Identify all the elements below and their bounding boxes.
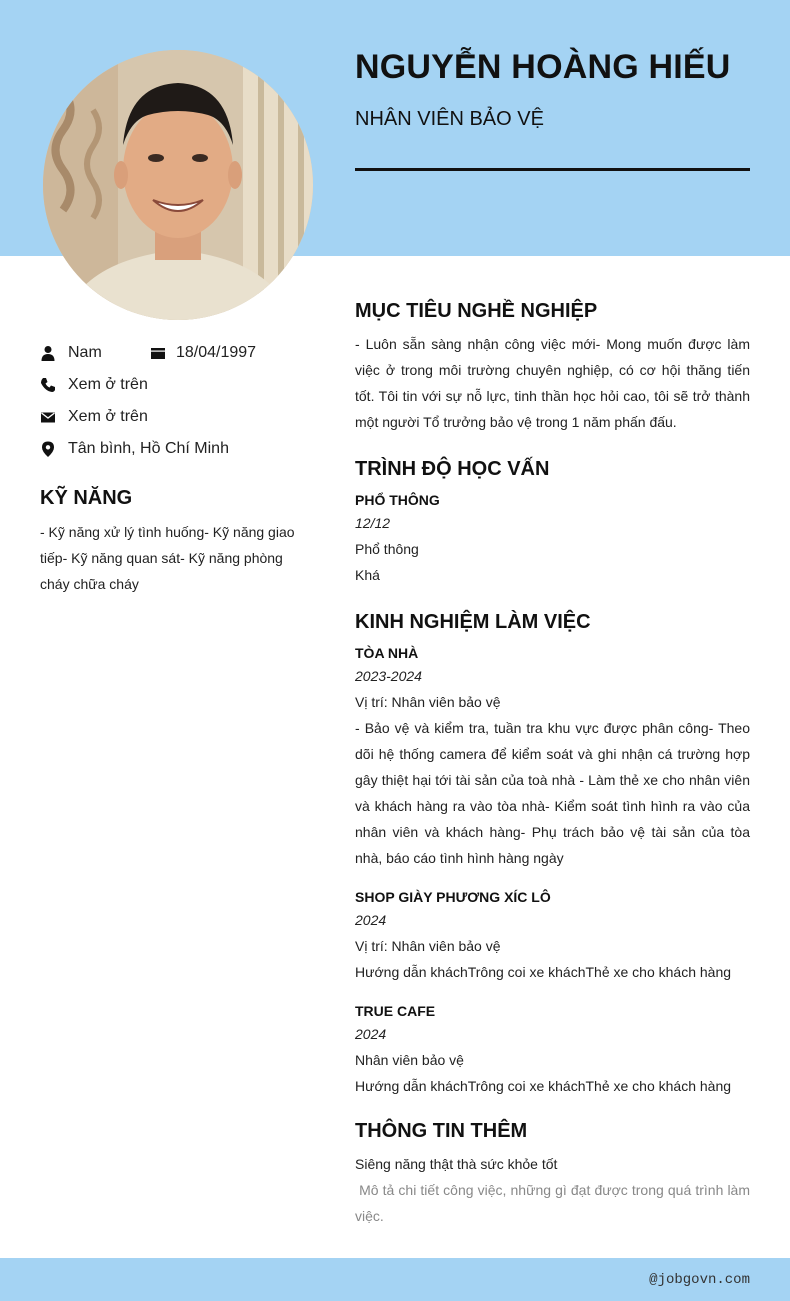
- job-entry: [355, 643, 750, 871]
- phone-row: [40, 374, 148, 396]
- education-grade: Khá: [355, 567, 380, 583]
- envelope-icon: [40, 409, 56, 425]
- calendar-icon: [150, 345, 166, 361]
- objective-heading: MỤC TIÊU NGHỀ NGHIỆP: [355, 300, 598, 322]
- job-position: Vị trí: Nhân viên bảo vệ: [355, 938, 501, 954]
- experience-heading: KINH NGHIỆM LÀM VIỆC: [355, 611, 591, 633]
- job-entry: [355, 887, 750, 985]
- education-section: [355, 458, 750, 588]
- dob-row: [150, 342, 256, 364]
- education-school: PHỔ THÔNG: [355, 492, 440, 508]
- job-description: - Bảo vệ và kiểm tra, tuần tra khu vực được phân công- Theo dõi hệ thống camera để kiểm soát và ghi nhận cá trường hợp gây thiệt hại tới tài sản của toà nhà - Làm thẻ xe cho nhân viên và khách hàng ra vào tòa nhà- Kiểm soát tình hình ra vào của nhân viên và khách hàng- Phụ trách bảo vệ tài sản của tòa nhà, báo cáo tình hình hàng ngày: [355, 720, 750, 866]
- education-heading: TRÌNH ĐỘ HỌC VẤN: [355, 458, 550, 480]
- person-icon: [40, 345, 56, 361]
- additional-section: [355, 1120, 754, 1229]
- job-company: TRUE CAFE: [355, 1003, 436, 1019]
- job-period: 2024: [355, 912, 387, 928]
- gender-row: [40, 342, 102, 364]
- job-company: SHOP GIÀY PHƯƠNG XÍC LÔ: [355, 889, 551, 905]
- avatar: [43, 50, 313, 320]
- address-row: [40, 438, 229, 460]
- job-period: 2023-2024: [355, 668, 422, 684]
- additional-placeholder: Mô tả chi tiết công việc, những gì đạt được trong quá trình làm việc.: [355, 1182, 754, 1224]
- experience-section: [355, 611, 750, 1099]
- phone-value: Xem ở trên: [68, 376, 148, 393]
- objective-text: - Luôn sẵn sàng nhận công việc mới- Mong muốn được làm việc ở trong môi trường chuyên nghiệp, có cơ hội thăng tiến tốt. Tôi tin với sự nỗ lực, tinh thần học hỏi cao, tôi sẽ trở thành một người Tổ trưởng bảo vệ trong 1 năm phấn đấu.: [355, 336, 750, 430]
- education-major: Phổ thông: [355, 541, 419, 557]
- job-description: Hướng dẫn kháchTrông coi xe kháchThẻ xe cho khách hàng: [355, 964, 732, 980]
- gender-value: Nam: [68, 344, 102, 361]
- email-value: Xem ở trên: [68, 408, 148, 425]
- job-company: TÒA NHÀ: [355, 645, 419, 661]
- job-title: NHÂN VIÊN BẢO VỆ: [355, 108, 544, 130]
- email-row: [40, 406, 148, 428]
- job-position: Vị trí: Nhân viên bảo vệ: [355, 694, 501, 710]
- skills-text: - Kỹ năng xử lý tình huống- Kỹ năng giao tiếp- Kỹ năng quan sát- Kỹ năng phòng cháy chữa cháy: [40, 524, 295, 592]
- education-period: 12/12: [355, 515, 391, 531]
- watermark: @jobgovn.com: [649, 1272, 750, 1288]
- additional-heading: THÔNG TIN THÊM: [355, 1120, 528, 1142]
- additional-text: Siêng năng thật thà sức khỏe tốt: [355, 1156, 558, 1172]
- objective-section: [355, 300, 750, 435]
- phone-icon: [40, 377, 56, 393]
- location-pin-icon: [40, 441, 56, 457]
- candidate-name: NGUYỄN HOÀNG HIẾU: [355, 48, 731, 86]
- skills-heading: KỸ NĂNG: [40, 487, 133, 509]
- header-divider: [355, 168, 750, 171]
- dob-value: 18/04/1997: [176, 344, 257, 361]
- address-value: Tân bình, Hồ Chí Minh: [68, 440, 229, 457]
- job-position: Nhân viên bảo vệ: [355, 1052, 464, 1068]
- job-entry: [355, 1001, 750, 1099]
- job-description: Hướng dẫn kháchTrông coi xe kháchThẻ xe cho khách hàng: [355, 1078, 732, 1094]
- job-period: 2024: [355, 1026, 387, 1042]
